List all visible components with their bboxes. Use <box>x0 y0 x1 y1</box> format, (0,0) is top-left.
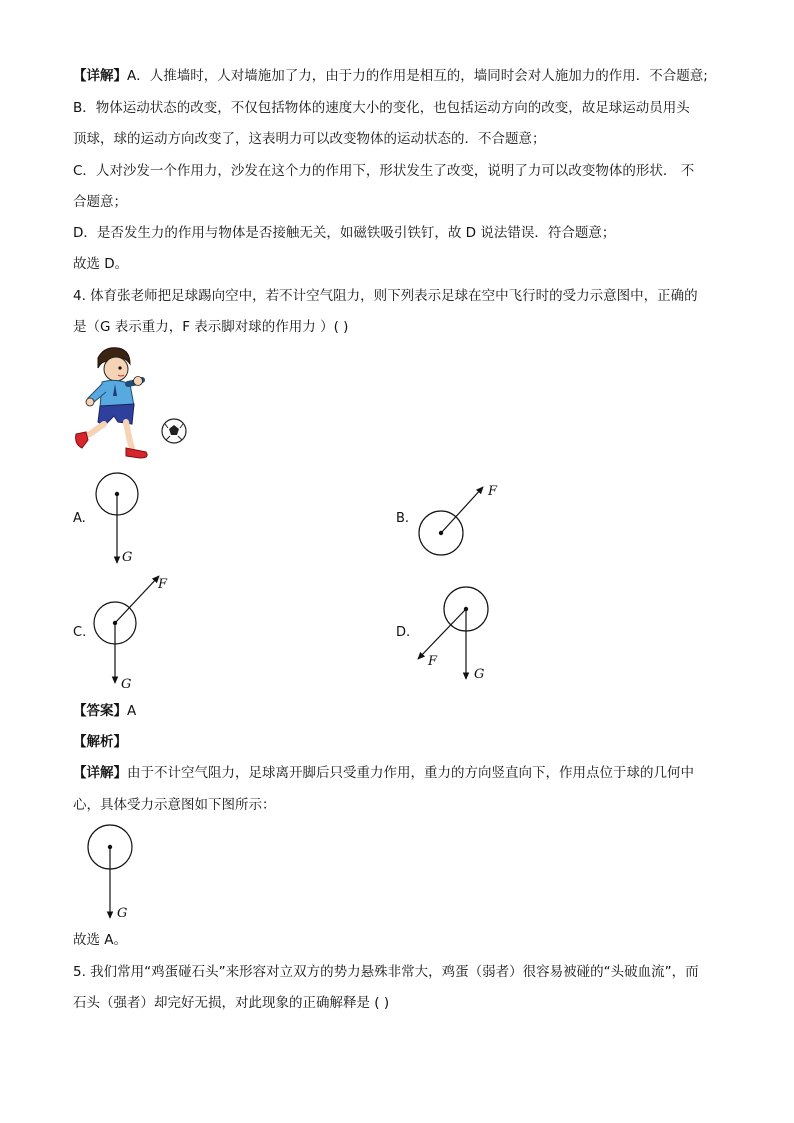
q4-stem-line-2: 是（G 表示重力，F 表示脚对球的作用力 ）( ) <box>73 319 349 335</box>
option-b-force-diagram <box>414 478 494 558</box>
detail-text: A．人推墙时，人对墙施加了力，由于力的作用是相互的，墙同时会对人施加力的作用．不合题意; <box>127 68 708 84</box>
answer-value: A <box>127 703 137 719</box>
q3-detail-line-6: D．是否发生力的作用与物体是否接触无关，如磁铁吸引铁钉，故 D 说法错误．符合题意； <box>73 225 616 241</box>
q5-stem-line-1: 5. 我们常用“鸡蛋碰石头”来形容对立双方的势力悬殊非常大，鸡蛋（弱者）很容易被碰的“头破血流”，而 <box>73 964 699 980</box>
q3-detail-line-3: 顶球，球的运动方向改变了，这表明力可以改变物体的运动状态的．不合题意； <box>73 131 546 147</box>
q4-conclusion: 故选 A。 <box>73 932 128 948</box>
answer-tag: 【答案】 <box>73 703 127 719</box>
option-d-label: D. <box>396 625 411 640</box>
option-c-g-label: G <box>121 677 132 692</box>
option-a-g-label: G <box>122 550 133 565</box>
detail-tag: 【详解】 <box>73 765 127 781</box>
boy-kicking-ball-illustration <box>70 344 192 462</box>
q5-stem-line-2: 石头（强者）却完好无损，对此现象的正确解释是 ( ) <box>73 995 390 1011</box>
q3-conclusion: 故选 D。 <box>73 256 129 272</box>
q4-detail-line-1 <box>73 763 694 783</box>
q4-answer-line <box>73 701 136 721</box>
q4-analysis-tag: 【解析】 <box>73 734 127 750</box>
q3-detail-line-2: B．物体运动状态的改变，不仅包括物体的速度大小的变化，也包括运动方向的改变，故足球运动员用头 <box>73 100 690 116</box>
option-b-label: B. <box>396 511 410 526</box>
option-c-f-label: F <box>158 577 168 592</box>
option-b-f-label: F <box>488 484 498 499</box>
q3-detail-line-1 <box>73 66 708 86</box>
detail-tag: 【详解】 <box>73 68 127 84</box>
solution-force-diagram <box>84 824 144 924</box>
q3-detail-line-5: 合题意； <box>73 194 127 210</box>
option-c-label: C. <box>73 625 87 640</box>
option-d-g-label: G <box>474 667 485 682</box>
q3-detail-line-4: C．人对沙发一个作用力，沙发在这个力的作用下，形状发生了改变，说明了力可以改变物体的形状． 不 <box>73 163 695 179</box>
option-d-f-label: F <box>428 654 438 669</box>
q4-detail-line-2: 心，具体受力示意图如下图所示： <box>73 797 276 813</box>
q4-stem-line-1: 4. 体育张老师把足球踢向空中，若不计空气阻力，则下列表示足球在空中飞行时的受力示意图中，正确的 <box>73 288 698 304</box>
option-d-force-diagram <box>404 584 504 684</box>
option-a-label: A. <box>73 511 86 526</box>
solution-g-label: G <box>117 906 128 921</box>
detail-text: 由于不计空气阻力，足球离开脚后只受重力作用，重力的方向竖直向下，作用点位于球的几何中 <box>127 765 694 781</box>
